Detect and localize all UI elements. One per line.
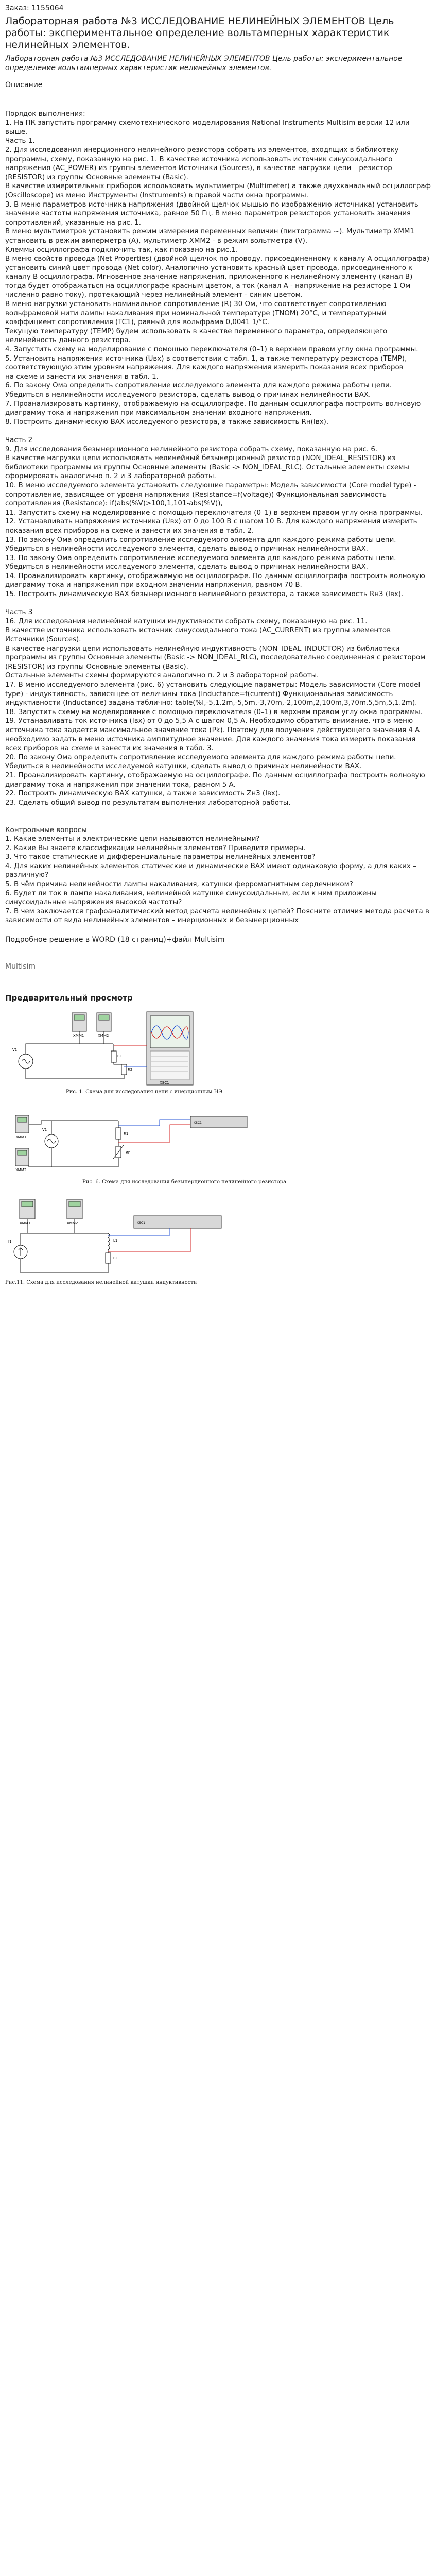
- body-line: 4. Запустить схему на моделирование с помощью переключателя (0–1) в верхнем правом углу окна программы.: [5, 346, 418, 354]
- label-l1: L1: [113, 1239, 118, 1243]
- body-line: В качестве источника использовать источник синусоидального тока (AC_CURRENT) из группы элементов Источники (Sources).: [5, 626, 393, 644]
- body-line: 15. Построить динамическую ВАХ безынерционного нелинейного резистора, а также зависимость Rн3 (Iвх).: [5, 590, 404, 599]
- body-line: Остальные элементы схемы формируются аналогично п. 2 и 3 лабораторной работы.: [5, 672, 319, 680]
- body-line: 8. Построить динамическую ВАХ исследуемого резистора, а также зависимость Rн(Iвх).: [5, 418, 329, 426]
- body-line: В меню нагрузки установить номинальное сопротивление (R) 30 Ом, что соответствует сопротивлению вольфрамовой нити лампы накаливания при номинальной температуре (TNOM) 20°C, и температурный коэффициент сопротивления (TC1), равный для вольфрама 0,0041 1/°C.: [5, 300, 389, 327]
- body-line: 22. Построить динамическую ВАХ катушки, а также зависимость Zн3 (Iвх).: [5, 790, 281, 798]
- label-xmm2: XMM2: [67, 1221, 78, 1226]
- page-title: Лабораторная работа №3 ИССЛЕДОВАНИЕ НЕЛИНЕЙНЫХ ЭЛЕМЕНТОВ Цель работы: экспериментальное определение вольтамперных характеристик нелинейных элементов.: [5, 15, 394, 50]
- label-r1: R1: [113, 1256, 118, 1261]
- label-source: I1: [8, 1240, 12, 1244]
- body-line: 5. В чём причина нелинейности лампы накаливания, катушки ферромагнитным сердечником?: [5, 880, 353, 889]
- circuit-diagram-2: [5, 1105, 314, 1177]
- page-subtitle: Лабораторная работа №3 ИССЛЕДОВАНИЕ НЕЛИНЕЙНЫХ ЭЛЕМЕНТОВ Цель работы: экспериментальное определение вольтамперных характеристик нелинейных элементов.: [5, 55, 403, 72]
- blank-line: [5, 100, 431, 110]
- body-line: 7. В чем заключается графоаналитический метод расчета нелинейных цепей? Поясните отличия метода расчета в зависимости от вида нелинейных элементов – инерционных и безынерционных: [5, 907, 432, 925]
- body-line: 13. По закону Ома определить сопротивление исследуемого элемента для каждого режима работы цепи. Убедиться в нелинейности исследуемого элемента, сделать вывод о причинах нелинейности ВАХ.: [5, 536, 398, 553]
- body-line: Порядок выполнения:: [5, 110, 85, 118]
- footer-note: Подробное решение в WORD (18 страниц)+файл Multisim: [5, 936, 225, 944]
- body-line: 11. Запустить схему на моделирование с помощью переключателя (0–1) в верхнем правом углу окна программы.: [5, 509, 423, 517]
- body-line: Часть 1.: [5, 137, 35, 145]
- preview-figure-2: [5, 1105, 431, 1185]
- body-line: 13. По закону Ома определить сопротивление исследуемого элемента для каждого режима работы цепи. Убедиться в нелинейности исследуемого элемента, сделать вывод о причинах нелинейности ВАХ.: [5, 554, 398, 571]
- oscilloscope-icon: [134, 1216, 221, 1228]
- body-line: 3. В меню параметров источника напряжения (двойной щелчок мышью по изображению источника) установить значение частоты напряжения источника, равное 50 Гц. В меню параметров резисторов установить значения сопротивлений, указанные на рис. 1.: [5, 200, 421, 227]
- blank-line: [5, 599, 431, 608]
- body-line: Контрольные вопросы: [5, 826, 87, 834]
- body-line: 14. Проанализировать картинку, отображаемую на осциллографе. По данным осциллографа построить волновую диаграмму тока и напряжения при входном значении напряжения, равном 70 В.: [5, 572, 428, 589]
- label-xmm2: XMM2: [98, 1033, 109, 1038]
- body-line: 18. Запустить схему на моделирование с помощью переключателя (0–1) в верхнем правом углу окна программы.: [5, 708, 423, 716]
- body-line: 1. Какие элементы и электрические цепи называются нелинейными?: [5, 835, 260, 843]
- body-line: 4. Для каких нелинейных элементов статические и динамические ВАХ имеют одинаковую форму, а для каких – различную?: [5, 862, 419, 879]
- body-line: 9. Для исследования безынерционного нелинейного резистора собрать схему, показанную на рис. 6.: [5, 445, 378, 453]
- body-line: 7. Проанализировать картинку, отображаемую на осциллографе. По данным осциллографа построить волновую диаграмму тока и напряжения при максимальном значении входного напряжения.: [5, 400, 423, 417]
- body-line: 23. Сделать общий вывод по результатам выполнения лабораторной работы.: [5, 799, 291, 807]
- tag-label: Multisim: [5, 962, 36, 971]
- body-line: 21. Проанализировать картинку, отображаемую на осциллографе. По данным осциллографа построить волновую диаграмму тока и напряжения при значении тока, равном 5 А.: [5, 771, 428, 789]
- label-source: V1: [42, 1128, 47, 1132]
- label-xmm1: XMM1: [20, 1221, 31, 1226]
- order-number: Заказ: 1155064: [5, 4, 64, 12]
- body-line: на схеме и занести их значения в табл. 1.: [5, 372, 159, 381]
- body-line: 1. На ПК запустить программу схемотехнического моделирования National Instruments Multisim версии 12 или выше.: [5, 119, 412, 136]
- figure-caption-3: Рис.11. Схема для исследования нелинейной катушки индуктивности: [5, 1280, 197, 1286]
- label-xsc: XSC1: [160, 1081, 169, 1086]
- body-line: 17. В меню исследуемого элемента (рис. 6) установить следующие параметры: Модель зависимости (Core model type) - индуктивность, зависящее от величины тока (Inductance=f(current)) Функциональная зависимость индуктивности (Inductance) задана таблично: table(%I,-5,1.2m,-5,5m,-3,70m,-2,100m,2,100m,3,70m,5,5m,5,1.2m).: [5, 681, 423, 707]
- blank-line: [5, 817, 431, 826]
- figure-caption-2: Рис. 6. Схема для исследования безынерционного нелинейного резистора: [82, 1179, 287, 1185]
- preview-figure-1: [5, 1010, 431, 1095]
- body-line: В качестве нагрузки цепи использовать нелинейную индуктивность (NON_IDEAL_INDUCTOR) из библиотеки программы из группы Основные элементы (Basic -> NON_IDEAL_RLC), последовательно соединенная с резистором (RESISTOR) из группы Основные элементы (Basic).: [5, 645, 428, 671]
- label-xmm1: XMM1: [73, 1033, 84, 1038]
- body-line: 5. Установить напряжения источника (Uвх) в соответствии с табл. 1, а также температуру резистора (TEMP), соответствующую этим уровням напряжения. Для каждого напряжения измерить показания всех приборов: [5, 354, 409, 372]
- circuit-diagram-1: [5, 1010, 232, 1087]
- section-label-description: Описание: [5, 81, 43, 89]
- preview-figure-3: [5, 1195, 431, 1285]
- body-line: В меню свойств провода (Net Properties) (двойной щелчок по проводу, присоединенному к каналу А осциллографа) установить синий цвет провода (Net color). Аналогично установить красный цвет провода, присоединенного к каналу В осциллографа. Мгновенное значение напряжения, приложенного к нелинейному элементу (канал В) тогда будет отображаться на осциллографе красным цветом, а ток (канал А - напряжение на резисторе 1 Ом численно равно току), протекающий через нелинейный элемент - синим цветом.: [5, 255, 432, 299]
- blank-line: [5, 427, 431, 436]
- label-xsc: XSC1: [194, 1121, 202, 1125]
- body-line: 2. Для исследования инерционного нелинейного резистора собрать из элементов, входящих в библиотеку программы, схему, показанную на рис. 1. В качестве источника использовать источник синусоидального напряжения (AC_POWER) из группы элементов Источники (Sources), в качестве нагрузки цепи – резистор (RESISTOR) из группы Основные элементы (Basic).: [5, 146, 401, 181]
- label-xmm1: XMM1: [15, 1135, 27, 1140]
- body-line: 20. По закону Ома определить сопротивление исследуемого элемента для каждого режима работы цепи. Убедиться в нелинейности исследуемой катушки, сделать вывод о причинах нелинейности ВАХ.: [5, 753, 398, 771]
- body-line: Часть 2: [5, 436, 33, 444]
- label-rn: Rn: [126, 1150, 131, 1155]
- label-r1: R1: [117, 1054, 123, 1059]
- body-line: В качестве нагрузки цепи использовать нелинейный безынерционный резистор (NON_IDEAL_RESISTOR) из библиотеки программы из группы Основные элементы (Basic -> NON_IDEAL_RLC). Остальные элементы схемы сформировать аналогично п. 2 и 3 лабораторной работы.: [5, 454, 412, 481]
- preview-heading: Предварительный просмотр: [5, 993, 133, 1003]
- blank-line: [5, 807, 431, 817]
- label-source: V1: [12, 1048, 18, 1053]
- label-xsc: XSC1: [137, 1221, 145, 1225]
- body-line: Текущую температуру (TEMP) будем использовать в качестве переменного параметра, определяющего нелинейность данного резистора.: [5, 327, 390, 345]
- body-line: Клеммы осциллографа подключить так, как показано на рис.1.: [5, 246, 238, 254]
- body-line: 2. Какие Вы знаете классификации нелинейных элементов? Приведите примеры.: [5, 844, 306, 852]
- body-line: В меню мультиметров установить режим измерения переменных величин (пиктограмма ~). Мультиметр XMM1 установить в режим амперметра (A), мультиметр XMM2 - в режим вольтметра (V).: [5, 228, 417, 245]
- circuit-diagram-3: [5, 1195, 314, 1278]
- body-line: 10. В меню исследуемого элемента установить следующие параметры: Модель зависимости (Core model type) - сопротивление, зависящее от уровня напряжения (Resistance=f(voltage)) Функциональная зависимость сопротивления (Resistance): if(abs(%V)>100,1,101-abs(%V)),: [5, 481, 418, 508]
- body-line: 12. Устанавливать напряжения источника (Uвх) от 0 до 100 В с шагом 10 В. Для каждого напряжения измерить показания всех приборов на схеме и занести их значения в табл. 2.: [5, 518, 420, 535]
- label-r2: R2: [128, 1067, 133, 1072]
- body-line: 6. Будет ли ток в лампе накаливания, нелинейной катушке синусоидальным, если к ним приложены синусоидальные напряжения высокой частоты?: [5, 889, 379, 907]
- body-line: 6. По закону Ома определить сопротивление исследуемого элемента для каждого режима работы цепи. Убедиться в нелинейности исследуемого резистора, сделать вывод о причинах нелинейности ВАХ.: [5, 382, 394, 399]
- body-line: 16. Для исследования нелинейной катушки индуктивности собрать схему, показанную на рис. 11.: [5, 617, 368, 625]
- label-r1: R1: [124, 1132, 129, 1137]
- label-xmm2: XMM2: [15, 1168, 27, 1173]
- figure-caption-1: Рис. 1. Схема для исследования цепи с инерционным НЭ: [66, 1089, 222, 1095]
- body-line: В качестве измерительных приборов использовать мультиметры (Multimeter) а также двухканальный осциллограф (Oscilloscope) из меню Инструменты (Instruments) в правой части окна программы.: [5, 182, 433, 199]
- body-line: 3. Что такое статические и дифференциальные параметры нелинейных элементов?: [5, 853, 316, 861]
- body-line: 19. Устанавливать ток источника (Iвх) от 0 до 5,5 А с шагом 0,5 А. Необходимо обратить внимание, что в меню источника тока задается максимальное значение тока (Pk). Поэтому для получения действующего значения 4 А необходимо задать в меню источника амплитудное значение. Для каждого значения тока измерить показания всех приборов на схеме и занести их значения в табл. 3.: [5, 717, 422, 753]
- body-line: Часть 3: [5, 608, 33, 617]
- description-body: [5, 100, 431, 925]
